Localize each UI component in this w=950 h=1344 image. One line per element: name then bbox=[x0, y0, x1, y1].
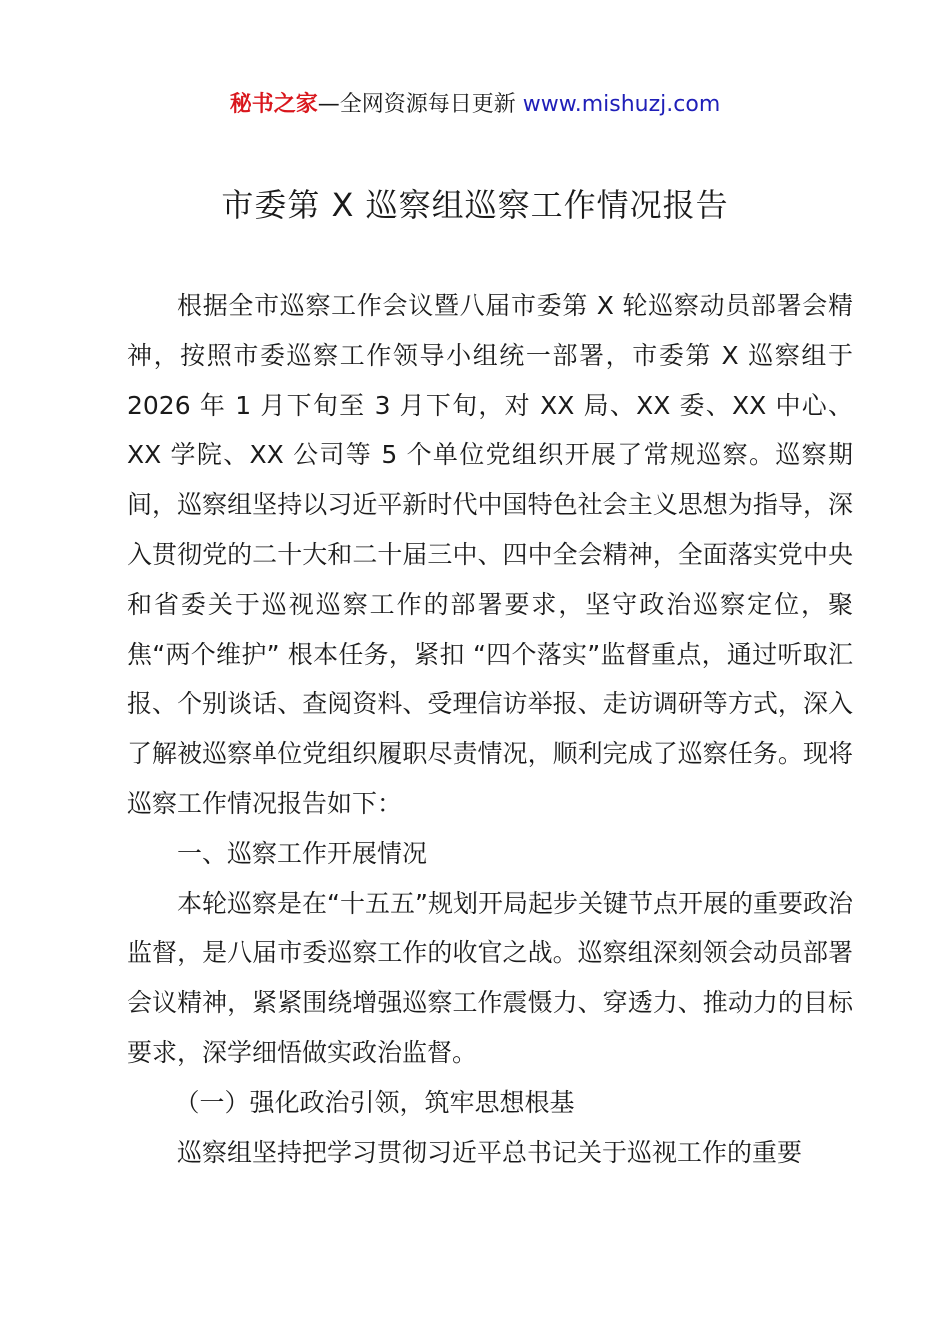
site-url-link[interactable]: www.mishuzj.com bbox=[522, 92, 721, 117]
section-heading: 一、巡察工作开展情况 bbox=[177, 838, 428, 868]
subsection-paragraph: 巡察组坚持把学习贯彻习近平总书记关于巡视工作的重要 bbox=[177, 1137, 803, 1167]
intro-paragraph: 根据全市巡察工作会议暨八届市委第 X 轮巡察动员部署会精神，按照市委巡察工作领导小组统一部署，市委第 X 巡察组于 2026 年 1 月下旬至 3 月下旬，对 XX 局、XX 委、XX 中心、XX 学院、XX 公司等 5 个单位党组织开展了常规巡察。巡察期间，巡察组坚持以习近平新时代中国特色社会主义思想为指导，深入贯彻党的二十大和二十届三中、四中全会精神，全面落实党中央和省委关于巡视巡察工作的部署要求，坚守政治巡察定位，聚焦“两个维护” 根本任务，紧扣 “四个落实”监督重点，通过听取汇报、个别谈话、查阅资料、受理信访举报、走访调研等方式，深入了解被巡察单位党组织履职尽责情况，顺利完成了巡察任务。现将巡察工作情况报告如下： bbox=[127, 291, 853, 818]
brand-name: 秘书之家 bbox=[229, 92, 318, 117]
document-title: 市委第 X 巡察组巡察工作情况报告 bbox=[221, 186, 729, 224]
subsection-heading: （一）强化政治引领，筑牢思想根基 bbox=[174, 1087, 575, 1117]
document-body bbox=[127, 281, 853, 1177]
header-slogan: —全网资源每日更新 bbox=[317, 92, 523, 117]
section-paragraph: 本轮巡察是在“十五五”规划开局起步关键节点开展的重要政治监督，是八届市委巡察工作的收官之战。巡察组深刻领会动员部署会议精神，紧紧围绕增强巡察工作震慑力、穿透力、推动力的目标要求，深学细悟做实政治监督。 bbox=[127, 888, 853, 1067]
site-header-banner bbox=[0, 88, 950, 122]
